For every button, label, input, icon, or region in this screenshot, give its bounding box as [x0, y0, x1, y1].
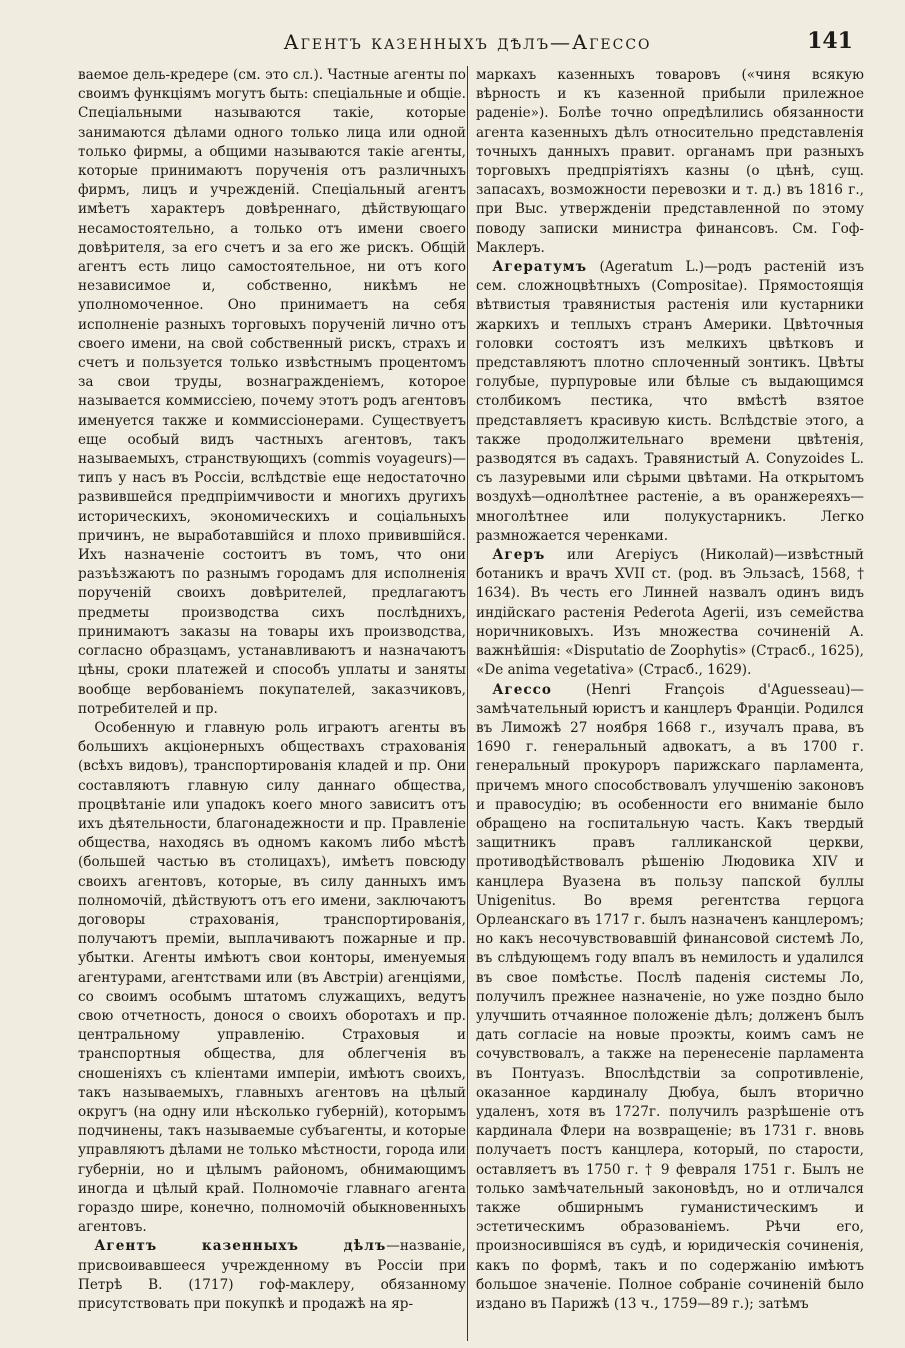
entry-headword: Агессо: [492, 681, 552, 698]
paragraph: ваемое дель-кредере (см. это сл.). Частные агенты по своимъ функціямъ могутъ быть: спеціальные и общіе. Спеціальными называются такіе, которые занимаются дѣлами одного только лица или одной только фирмы, а общими называются такіе агенты, которые принимаютъ порученія отъ различныхъ фирмъ, лицъ и учрежденій. Спеціальный агентъ имѣетъ характеръ довѣреннаго, дѣйствующаго несамостоятельно, а только отъ имени своего довѣрителя, за его счетъ и за его же рискъ. Общій агентъ есть лицо самостоятельное, ни отъ кого независимое и, собственно, никѣмъ не уполномоченное. Оно принимаетъ на себя исполненіе разныхъ торговыхъ порученій лично отъ своего имени, на свой собственный рискъ, страхъ и счетъ и пользуется только извѣстнымъ процентомъ за свои труды, вознагражденіемъ, которое называется коммиссіею, почему этотъ родъ агентовъ именуется также и коммиссіонерами. Существуетъ еще особый видъ частныхъ агентовъ, такъ называемыхъ, странствующихъ (commis voyageurs)—типъ у насъ въ Россіи, вслѣдствіе еще недостаточно развившейся предпріимчивости и многихъ другихъ историческихъ, экономическихъ и соціальныхъ причинъ, не выработавшійся и плохо привившійся. Ихъ назначеніе состоитъ въ томъ, что они разъѣзжаютъ по разнымъ городамъ для исполненія порученій своихъ довѣрителей, предлагаютъ предметы производства сихъ послѣднихъ, принимаютъ заказы на товары ихъ производства, согласно образцамъ, устанавливаютъ и назначаютъ цѣны, сроки платежей и способъ уплаты и заняты вообще вербованіемъ покупателей, заказчиковъ, потребителей и пр.: [78, 67, 466, 717]
entry-headword: Агентъ казенныхъ дѣлъ: [94, 1238, 387, 1255]
dictionary-entry: [78, 1237, 466, 1314]
paragraph: маркахъ казенныхъ товаровъ («чиня всякую вѣрность и къ казенной прибыли прилежное раденіе»). Болѣе точно опредѣлились обязанности агента казенныхъ дѣлъ относительно представленія точныхъ данныхъ правит. органамъ при разныхъ торговыхъ предпріятіяхъ казны (о цѣнѣ, сущ. запасахъ, возможности перевозки и т. д.) въ 1816 г., при Выс. утвержденіи представленной по этому поводу записки министра финансовъ. См. Гоф-Маклеръ.: [476, 67, 864, 256]
left-column: [78, 66, 466, 1314]
dictionary-entry: [476, 546, 864, 680]
column-divider: [467, 66, 468, 1341]
entry-headword: Агератумъ: [492, 259, 588, 276]
page-header: [70, 26, 865, 62]
running-title: Агентъ казенныхъ дѣлъ—Агессо: [283, 30, 652, 54]
paragraph: Особенную и главную роль играютъ агенты въ большихъ акціонерныхъ обществахъ страхованія (всѣхъ видовъ), транспортированія кладей и пр. Они составляютъ главную силу даннаго общества, процвѣтаніе или упадокъ коего много зависитъ отъ ихъ дѣятельности, благонадежности и пр. Правленіе общества, находясь въ одномъ какомъ либо мѣстѣ (большей частью въ столицахъ), имѣетъ повсюду своихъ агентовъ, которые, въ силу данныхъ имъ полномочій, дѣйствуютъ отъ его имени, заключаютъ договоры страхованія, транспортированія, получаютъ преміи, выплачиваютъ пожарные и пр. убытки. Агенты имѣютъ свои конторы, именуемыя агентурами, агентствами или (въ Австріи) агенціями, со своимъ особымъ штатомъ служащихъ, ведутъ свою отчетность, донося о своихъ оборотахъ и пр. центральному управленію. Страховыя и транспортныя общества, для облегченія въ сношеніяхъ съ кліентами имперіи, имѣютъ своихъ, такъ называемыхъ, главныхъ агентовъ на цѣлый округъ (на одну или нѣсколько губерній), которымъ подчинены, такъ называемые субъагенты, и которые управляютъ дѣлами не только мѣстности, города или губерніи, но и цѣлымъ райономъ, обнимающимъ иногда и цѣлый край. Полномочіе главнаго агента гораздо шире, конечно, полномочій обыкновенныхъ агентовъ.: [78, 719, 466, 1236]
entry-text: (Henri François d'Aguesseau)—замѣчательный юристъ и канцлеръ Франціи. Родился въ Лиможѣ 27 ноября 1668 г., изучалъ права, въ 1690 г. генеральный адвокатъ, а въ 1700 г. генеральный прокуроръ парижскаго парламента, причемъ много способствовалъ улучшенію законовъ и правосудію; въ особенности его вниманіе было обращено на госпитальную часть. Какъ твердый защитникъ правъ галликанской церкви, противодѣйствовалъ рѣшенію Людовика XIV и канцлера Вуазена въ пользу папской буллы Unigenitus. Во время регентства герцога Орлеанскаго въ 1717 г. былъ назначенъ канцлеромъ; но какъ несочувствовавшій финансовой системѣ Ло, въ слѣдующемъ году впалъ въ немилость и удалился въ свое помѣстье. Послѣ паденія системы Ло, получилъ прежнее назначеніе, но уже поздно было улучшить отчаянное положеніе дѣлъ; долженъ былъ дать согласіе на новые проэкты, коимъ самъ не сочувствовалъ, а также на перенесеніе парламента въ Понтуазъ. Впослѣдствіи за сопротивленіе, оказанное кардиналу Дюбуа, былъ вторично удаленъ, хотя въ 1727г. получилъ разрѣшеніе отъ кардинала Флери на возвращеніе; въ 1731 г. вновь получаетъ постъ канцлера, который, по старости, оставляетъ въ 1750 г. † 9 февраля 1751 г. Былъ не только замѣчательный законовѣдъ, но и отличался также обширнымъ гуманистическимъ и эстетическимъ образованіемъ. Рѣчи его, произносившіяся въ судѣ, и юридическія сочиненія, какъ по формѣ, такъ и по содержанію имѣютъ большое значеніе. Полное собраніе сочиненій было издано въ Парижѣ (13 ч., 1759—89 г.); затѣмъ: [476, 681, 864, 1312]
entry-text: (Ageratum L.)—родъ растеній изъ сем. сложноцвѣтныхъ (Compositae). Прямостоящія вѣтвистыя травянистыя растенія или кустарники жаркихъ и теплыхъ странъ Америки. Цвѣточныя головки состоятъ изъ мелкихъ цвѣтковъ и представляютъ плотно сплоченный зонтикъ. Цвѣты голубые, пурпуровые или бѣлые съ выдающимся столбикомъ пестика, что вмѣстѣ взятое представляетъ красивую кисть. Вслѣдствіе этого, а также продолжительнаго времени цвѣтенія, разводятся въ садахъ. Травянистый A. Conyzoides L. съ лазуревыми или сѣрыми цвѣтами. На открытомъ воздухѣ—однолѣтнее растеніе, а въ оранжереяхъ—многолѣтнее или полукустарникъ. Легко размножается черенками.: [476, 259, 864, 544]
dictionary-entry: [476, 681, 864, 1315]
right-column: [476, 66, 864, 1314]
entry-headword: Агеръ: [492, 547, 546, 564]
dictionary-entry: [476, 258, 864, 546]
entry-text: или Агеріусъ (Николай)—извѣстный ботаникъ и врачъ XVII ст. (род. въ Эльзасѣ, 1568, † 1634). Въ честь его Линней назвалъ одинъ видъ индійскаго растенія Pederota Agerii, изъ семейства норичниковыхъ. Изъ множества сочиненій А. важнѣйшія: «Disputatio de Zoophytis» (Страсб., 1625), «De anima vegetativa» (Страсб., 1629).: [476, 547, 864, 679]
page-number: 141: [807, 28, 853, 54]
entry-text: —названіе, присвоивавшееся учрежденному въ Россіи при Петрѣ В. (1717) гоф-маклеру, обязанному присутствовать при покупкѣ и продажѣ на яр-: [78, 1238, 466, 1312]
